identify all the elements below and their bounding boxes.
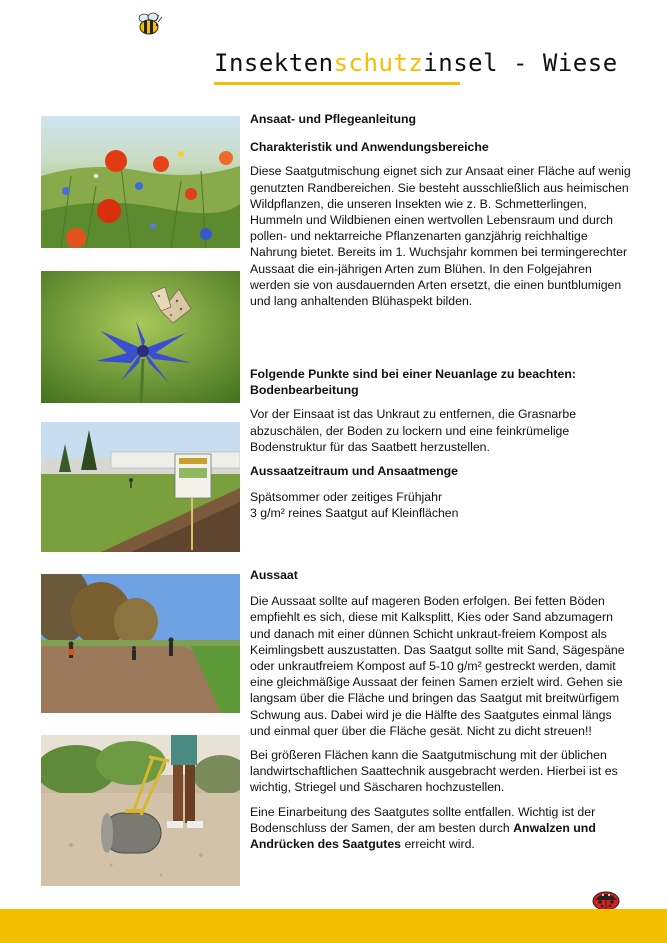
grossflaechen-text: Bei größeren Flächen kann die Saatgutmischung mit der üblichen landwirtschaftlichen Saattechnik ausgebracht werden. Hierbei ist es wichtig, Striegel und Säscharen hochzustellen. [250,748,618,795]
roadside-strip-photo [41,422,240,552]
charakteristik-heading: Charakteristik und Anwendungsbereiche [250,140,489,155]
ladybug-icon [590,886,622,910]
aussaat-text: Die Aussaat sollte auf mageren Boden erfolgen. Bei fetten Böden empfiehlt es sich, diese mit Kalksplitt, Kies oder Sand abzumagern und danach mit einer dünnen Schicht unkraut-freiem Kompost als Keimlingsbett auszustatten. Das Saatgut sollte mit Sand, Sägespäne oder unkrautfreiem Kompost auf 5-10 g/m² gestreckt werden, damit eine gleichmäßige Aussaat der feinen Samen erzielt wird. Gehen sie langsam über die Fläche und bringen das Saatgut mit breitwürfigem Schwung aus. Dabei wird je die Hälfte des Saatgutes einmal längs und einmal quer über die Fläche gesät. Nicht zu dicht streuen!! [250,594,625,738]
bee-icon [135,10,163,38]
boden-heading: Bodenbearbeitung [250,383,359,398]
title-part1: Insekten [214,49,334,77]
zeitraum-line2: 3 g/m² reines Saatgut auf Kleinflächen [250,506,459,521]
title-part2: insel - Wiese [423,49,618,77]
meadow-flowers-photo [41,116,240,248]
einarbeitung-text-bold: Anwalzen und Andrücken des Saatgutes [250,820,596,852]
einarbeitung-text-end: erreicht wird. [401,837,475,852]
butterfly-cornflower-photo [41,271,240,403]
footer-band [0,909,667,943]
title-highlight: schutz [333,49,424,77]
einarbeitung-text-start: Eine Einarbeitung des Saatgutes sollte entfallen. Wichtig ist der Bodenschluss der Samen, der am besten durch [250,804,596,835]
garden-roller-photo [41,735,240,886]
boden-text: Vor der Einsaat ist das Unkraut zu entfernen, die Grasnarbe abzuschälen, der Boden zu lockern und eine feinkrümelige Bodenstruktur für das Saatbett herzustellen. [250,407,577,454]
aussaat-heading: Aussaat [250,568,298,582]
people-seeding-photo [41,574,240,713]
page-title [214,44,618,85]
section-intro [250,111,632,309]
neuanlage-heading: Folgende Punkte sind bei einer Neuanlage zu beachten: [250,367,576,381]
charakteristik-text: Diese Saatgutmischung eignet sich zur Ansaat einer Fläche auf wenig genutzten Randbereichen. Sie besteht ausschließlich aus heimischen Wildpflanzen, die unseren Insekten wie z. B. Schmetterlingen, Hummeln und Wildbienen einen wertvollen Lebensraum und durch pollen- und nektarreiche Pflanzenarten ganzjährig reichhaltige Nahrung bietet. Bereits im 1. Wuchsjahr kommen bei termingerechter Aussaat die ein-jährigen Arten zum Blühen. In den Folgejahren werden sie von ausdauernden Arten ersetzt, die einen buntblumigen und lang anhaltenden Blühaspekt bilden. [250,164,631,309]
anleitung-heading: Ansaat- und Pflegeanleitung [250,112,417,126]
zeitraum-heading: Aussaatzeitraum und Ansaatmenge [250,464,458,479]
section-aussaat [250,567,632,852]
einarbeitung-text [250,804,632,853]
zeitraum-line1: Spätsommer oder zeitiges Frühjahr [250,490,443,505]
section-neuanlage [250,366,632,522]
